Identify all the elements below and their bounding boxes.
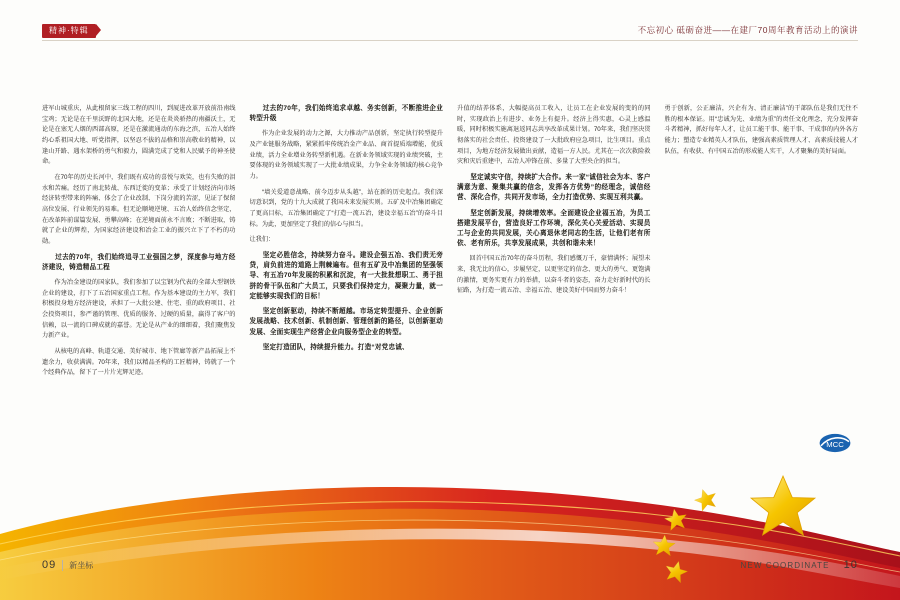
header-tag-group — [42, 24, 96, 38]
header-divider — [42, 40, 858, 41]
subheading: 过去的70年，我们始终追寻工业强国之梦，深度参与地方经济建设，铸造精品工程 — [42, 253, 236, 271]
page-divider — [62, 560, 63, 571]
page-number-right: 10 — [843, 559, 858, 571]
svg-text:MCC: MCC — [826, 440, 844, 450]
column-2 — [250, 104, 444, 434]
running-title: 不忘初心 砥砺奋进——在建厂70周年教育活动上的演讲 — [637, 25, 858, 35]
paragraph: 在70年的历史长河中，我们既有成功的喜悦与欢笑，也有失败的泪水和苦痛。经历了南北转战、东西迁徙的变革；承受了计划经济向市场经济转型带来的阵痛、体会了企业改制、下岗分流的苦涩，见证了保留高位发展、行业领先的易难。但无论顺境逆境、五冶人始终信念坚定，在改革阵前谋篇发展、勇攀高峰；在逆境面前永不言败；不断进取，铸就了企业的辉煌，为国家经济建设和冶金工业的振兴立下了不朽的功勋。 — [42, 173, 236, 245]
paragraph: 让我们： — [249, 236, 275, 244]
paragraph: 回首中国五治70年的奋斗历程，我们感慨万千，豪情满怀；展望未来，我无比的信心，步履坚定，以更坚定的信念、更大的勇气、更饱满的激情，更务实更有力的举措，以奋斗者的姿态，奋力走好新时代的长征路，为打造一流五冶、幸福五冶、建设美好中国而努力奋斗！ — [457, 255, 651, 295]
company-logo — [814, 430, 856, 456]
subheading: 坚定创新驱动，持续不断超越。市场定转型提升、企业创新发展战略、技术创新、机制创新、管理创新的路径，以创新驱动发展、全面实现生产经营企业向服务型企业的转型。 — [249, 308, 443, 336]
paragraph: 进军山城重庆，从此根留家三线工程的四川，到厦进改革开放前沿南线宝鸡；无论是在千里沃野的北国大地，还是在炎炎骄热的南疆沃土，无论是在塞无人烟的西部高原，还是在激流通动的东海之滨，五冶人始终约心系祖国大地、听党指挥，以坚忍不拔的品格和崇高敬业的精神，以逢山开路、遇水架桥的勇气和毅力，圆满完成了党和人民赋予的神圣使命。 — [42, 105, 236, 166]
paragraph: 作为企业发展的动力之源，大力推动产品创新，坚定执行转型提升及产业链服务战略，紧紧抓牢传统冶金产业品、商首提质端增能，优质业绩，活力全业增业务转型新机遇。在新业务领域实现的业绩突破，主要体现的业务领域实现了一大批业绩成果，力争全业务领域的核心竞争力。 — [249, 130, 443, 181]
page-label-right: NEW COORDINATE — [740, 560, 830, 570]
page-number-left: 09 — [42, 559, 57, 571]
section-tag: 精神·特辑 — [42, 24, 96, 38]
column-3 — [457, 104, 651, 434]
subheading: 过去的70年，我们始终追求卓越、务实创新，不断推进企业转型升级 — [249, 105, 443, 123]
paragraph: 从核电的高峰、轨道交通、美好城市、地下管廊等新产品拓展上不遗余力，收获满满。70年来，我们以精品圣构的工匠精神，铸就了一个个经典作品，留下了一片片光辉足迹。 — [42, 347, 236, 377]
paragraph: 勇于创新，公正廉洁，兴企有为、清正廉洁”的干部队伍是我们无往不胜的根本保证。用“忠诚为先、业绩为重”的责任文化理念，充分发挥奋斗者精神，抓好每年人才，让员工能干事、能干事、干成事的内外各方能力；塑造专业精英人才队伍，建强高素质管理人才、高素质技能人才队伍，有收获、有中国五冶的形成能人实干，人才聚集的美好局面。 — [664, 105, 858, 155]
subheading: 坚定创新发展，持续增效率。全面建设企业福五冶，为员工搭建发展平台，营造良好工作环境，深化关心关爱活动、实现员工与企业的共同发展，关心离退休老同志的生活，让他们老有所依、老有所乐，共享发展成果，共创和谐未来！ — [457, 209, 651, 248]
column-1 — [42, 104, 236, 434]
subheading: 坚定必胜信念，持续努力奋斗。建设企强五冶、我们责无旁贷，肩负前进的道路上荆棘遍布。但有五矿及中冶集团的坚强领导、有五冶70年发展的积累和沉淀，有一大批批想职工、勇于担拼的骨干队伍和广大员工，只要我们保持定力，凝聚力量，就一定能够实现我们的目标！ — [249, 252, 443, 300]
paragraph: “墙关爱道意战略、前今迈步从头越”，站在新的历史起点。我们深切意识到，党的十九大成就了我国未来发展实则。五矿及中冶集团确定了更高目标，五冶集团确定了“打造一流五冶，建设幸福五冶”的奋斗目标。为此，更加坚定了我们的信心与担当。 — [249, 188, 443, 228]
page-number-right-group — [741, 559, 858, 571]
article-columns — [42, 104, 858, 434]
page-number-left-group — [42, 559, 93, 571]
page-label-left: 新坐标 — [69, 560, 94, 570]
paragraph: 作为冶金建设的国家队，我们参加了以宝钢为代表的全部大型钢铁企业的建设，打下了五冶国家重点工程。作为基本建设的主力军，我们积极投身地方经济建设，承担了一大批公建、住宅、重的政府项目、社会投资项目，参严谨的管理、优质的服务、过硬的质量，赢得了客户的信赖，以一流的口碑成就的嘉誉。无论是从产业的细细着，我们聚焦发力新产业。 — [42, 278, 236, 340]
subheading: 坚定诚实守信，持续扩大合作。来一家“诚信社会为本、客户满意为意、聚集共赢的信念，发挥各方优势”的经理念，诚信经营、深化合作，共同开发市场，全力打造优势、实现互利共赢。 — [457, 173, 651, 202]
column-4 — [665, 104, 859, 434]
subheading: 坚定打造团队，持续提升能力。打造“对党忠诚、 — [262, 343, 409, 351]
paragraph: 升值的结养体系，大幅提高员工收入，让员工在企业发展的变的的同时，实现政治上有进步、业务上有提升。经济上得实惠，心灵上感温暖，同时积极实施离退返同志共享改革成果计划。70年来，我们坚决贯彻落实的社会责任、投资建设了一大批政府应急项目，比生项目。重点项目，为地方经济发展做出贡献，造福一方人民。尤其在一次次救险救灾和灾后重建中，五冶人冲锋在前、多量了大型央企的担当。 — [457, 105, 651, 166]
decorative-ribbon-artwork — [0, 448, 900, 600]
